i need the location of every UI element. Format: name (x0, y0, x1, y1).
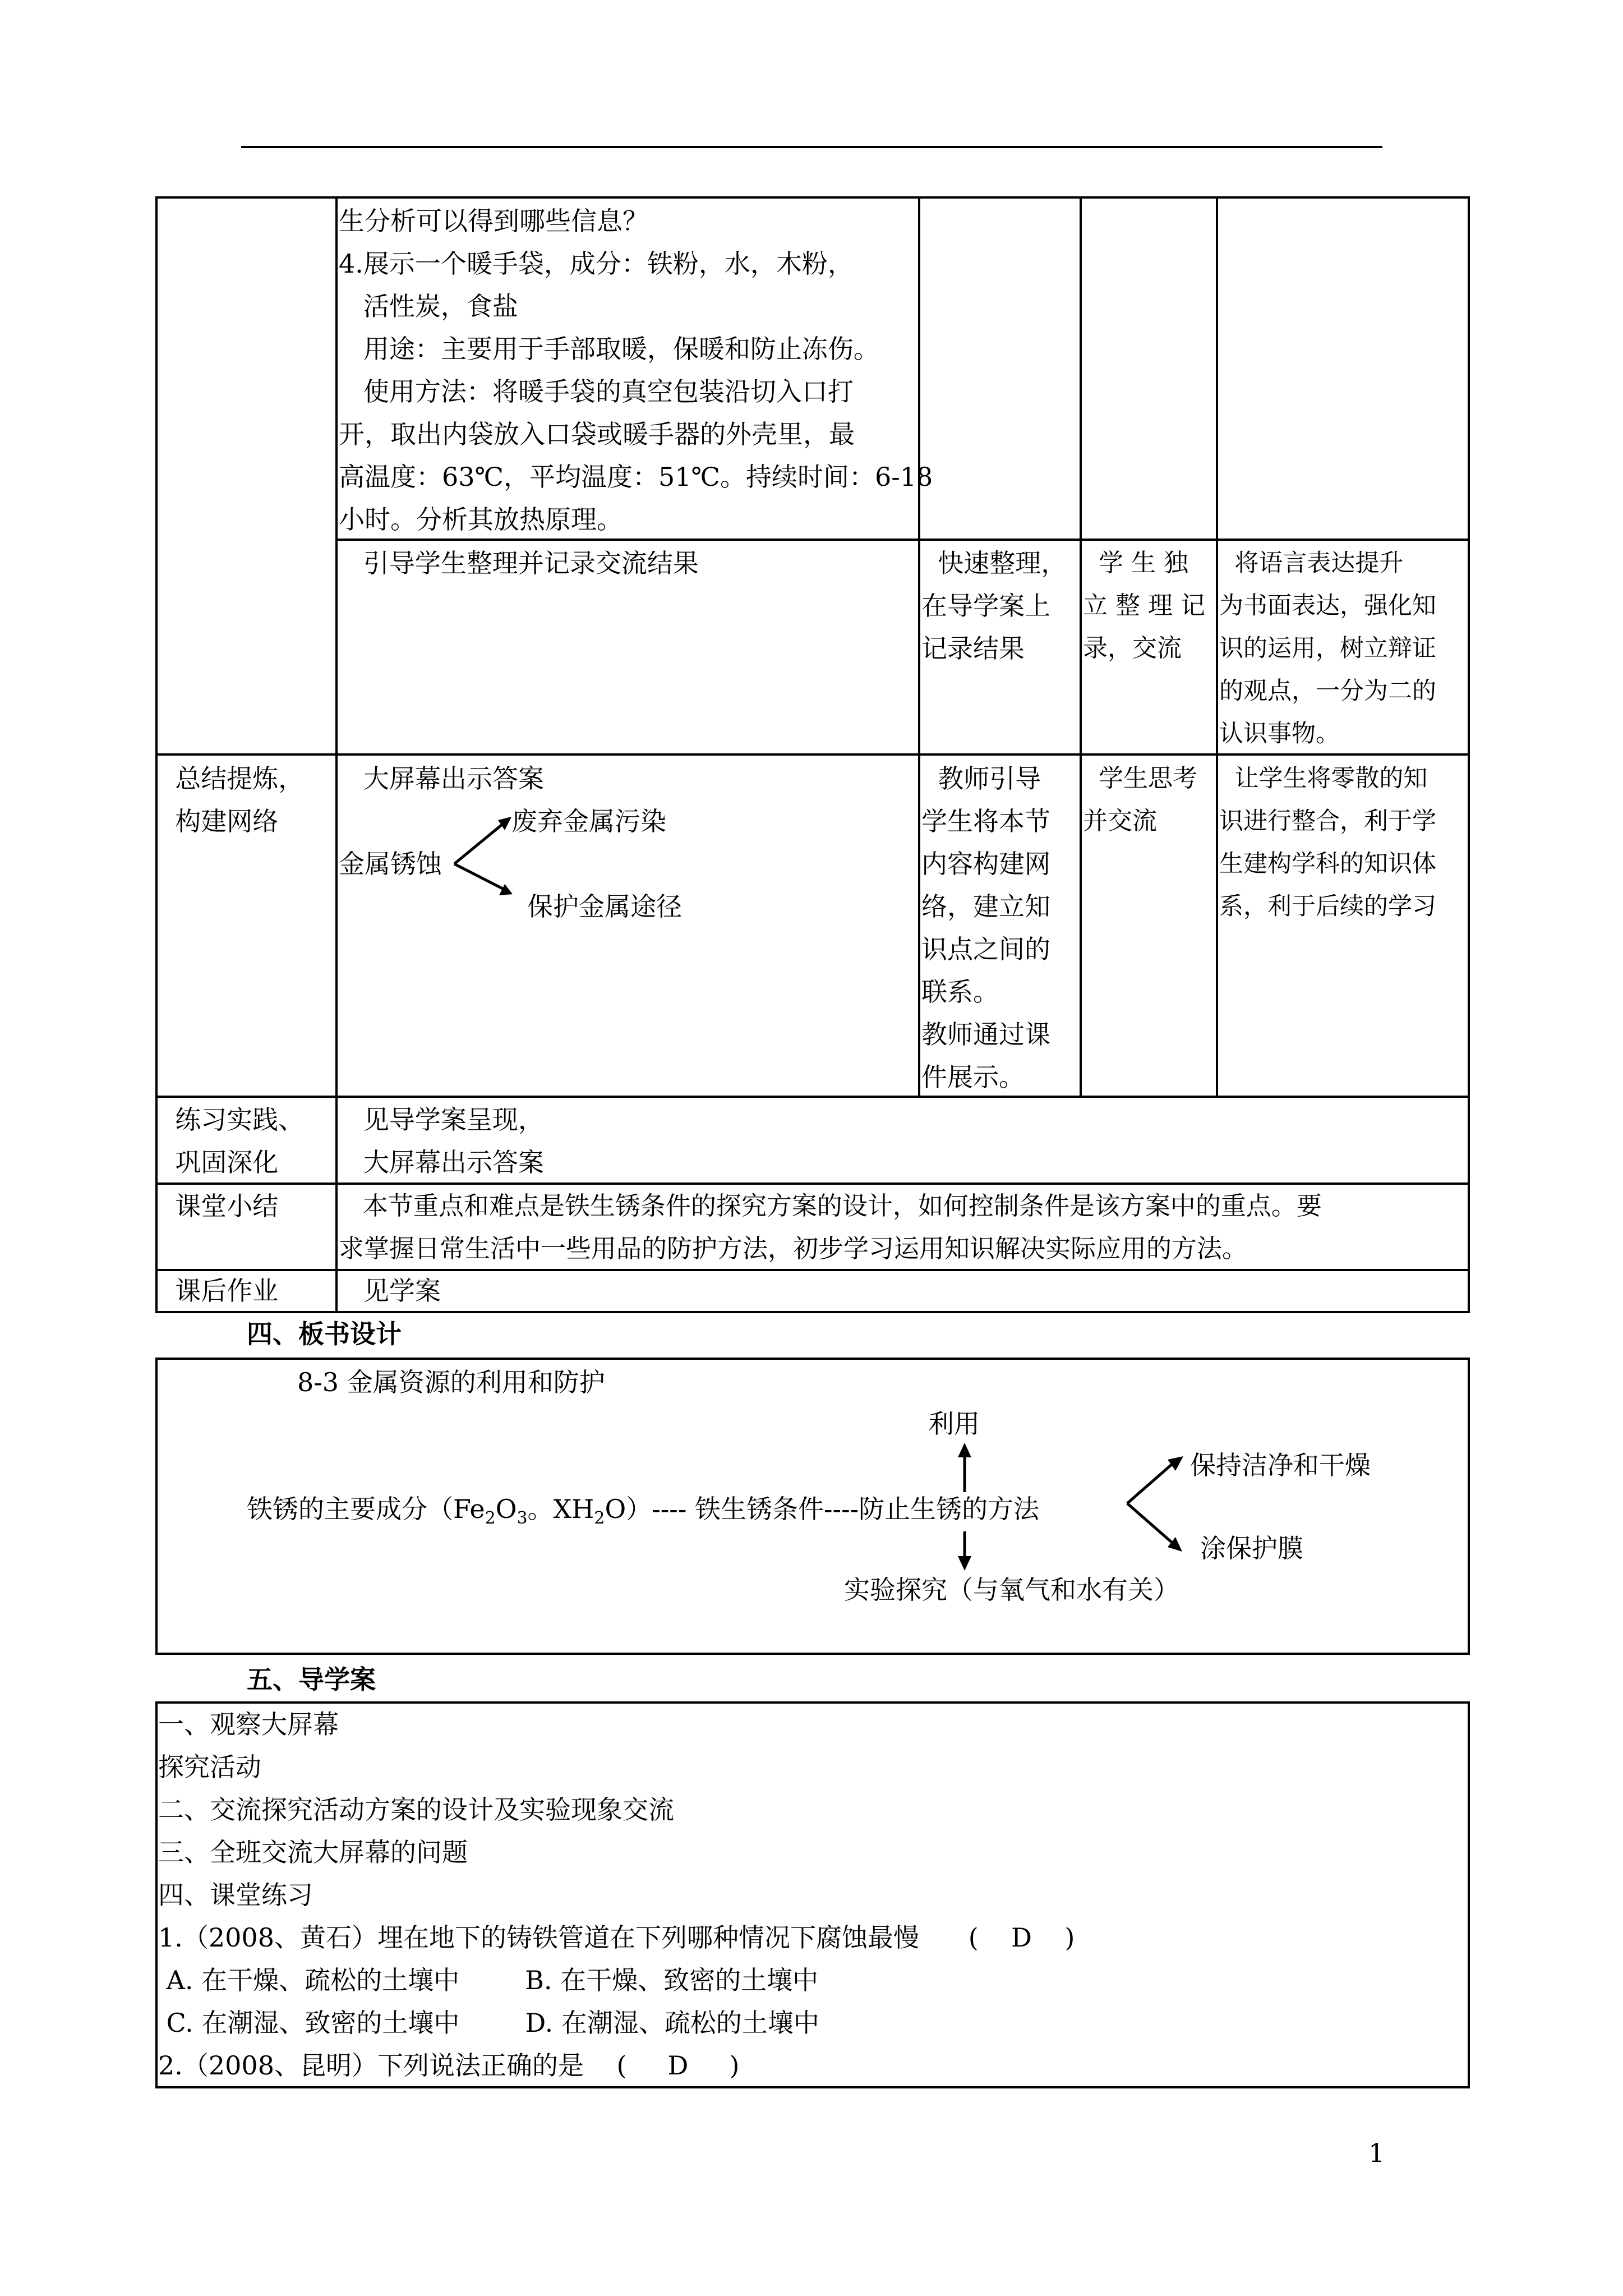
study-line: 二、交流探究活动方案的设计及实验现象交流 (158, 1795, 674, 1825)
row4-content-line: 大屏幕出示答案 (339, 1147, 544, 1177)
board-down-label: 实验探究（与氧气和水有关） (844, 1575, 1179, 1605)
table-border (155, 196, 1470, 199)
section4-heading: 四、板书设计 (247, 1319, 402, 1349)
diagram-root: 金属锈蚀 (339, 849, 442, 879)
row3-intent-line: 识进行整合，利于学 (1219, 807, 1436, 835)
row2-teacher-line: 快速整理， (921, 548, 1067, 578)
row1-activity-line: 高温度：63℃，平均温度：51℃。持续时间：6-18 (339, 462, 933, 492)
table-border (1080, 196, 1082, 1098)
row6-stage: 课后作业 (159, 1276, 279, 1306)
row5-content-line: 本节重点和难点是铁生锈条件的探究方案的设计，如何控制条件是该方案中的重点。要 (339, 1191, 1322, 1221)
row3-intent-line: 系，利于后续的学习 (1219, 892, 1436, 921)
row2-activity: 引导学生整理并记录交流结果 (339, 548, 699, 578)
row3-teacher-line: 教师引导 (921, 763, 1041, 794)
row3-student-line: 并交流 (1083, 807, 1157, 835)
row2-intent-line: 为书面表达，强化知 (1219, 592, 1436, 620)
row3-stage-line: 总结提炼， (159, 763, 305, 794)
study-line: 探究活动 (158, 1752, 261, 1782)
diagram-arrows (449, 808, 527, 903)
row3-student-line: 学生思考 (1083, 764, 1197, 793)
table-border (1216, 196, 1218, 1098)
table-border (155, 196, 158, 1313)
study-line: A. 在干燥、疏松的土壤中 B. 在干燥、致密的土壤中 (158, 1965, 819, 1995)
study-line: 2.（2008、昆明）下列说法正确的是 ( D ) (158, 2050, 740, 2081)
row3-teacher-line: 学生将本节 (921, 806, 1050, 836)
row1-activity-line: 开，取出内袋放入口袋或暖手器的外壳里，最 (339, 419, 855, 449)
row1-activity-line: 4.展示一个暖手袋，成分：铁粉，水，木粉， (339, 249, 854, 279)
table-border (918, 196, 920, 1098)
table-border (1468, 196, 1470, 1313)
row3-intent-line: 生建构学科的知识体 (1219, 850, 1436, 878)
diagram-branch-bottom: 保护金属途径 (527, 891, 682, 922)
table-border (155, 1096, 1470, 1098)
row2-intent-line: 识的运用，树立辩证 (1219, 634, 1436, 662)
board-up-label: 利用 (928, 1409, 980, 1439)
row3-teacher-line: 联系。 (921, 977, 999, 1007)
page-number: 1 (1368, 2138, 1385, 2168)
table-border (335, 196, 338, 1313)
study-line: C. 在潮湿、致密的土壤中 D. 在潮湿、疏松的土壤中 (158, 2008, 819, 2038)
row2-teacher-line: 记录结果 (921, 633, 1025, 664)
row2-intent-line: 认识事物。 (1219, 720, 1340, 748)
row5-content-line: 求掌握日常生活中一些用品的防护方法，初步学习运用知识解决实际应用的方法。 (339, 1234, 1248, 1263)
study-line: 1.（2008、黄石）埋在地下的铸铁管道在下列哪种情况下腐蚀最慢 ( D ) (158, 1922, 1075, 1953)
row1-activity-line: 活性炭，食盐 (339, 291, 518, 321)
row1-activity-line: 生分析可以得到哪些信息？ (339, 206, 648, 236)
study-line: 一、观察大屏幕 (158, 1709, 339, 1740)
row2-intent-line: 将语言表达提升 (1219, 549, 1404, 577)
row4-stage-line: 练习实践、 (159, 1105, 305, 1135)
board-main-line: 铁锈的主要成分（$Fe_2O_3$。$XH_2O)----$ 铁生锈条件----防止生锈的方法 (247, 1494, 1040, 1529)
row2-student-line: 立 整 理 记 (1083, 591, 1205, 620)
row2-intent-line: 的观点，一分为二的 (1219, 677, 1436, 705)
row3-teacher-line: 件展示。 (921, 1062, 1025, 1092)
board-right-bottom: 涂保护膜 (1200, 1533, 1303, 1563)
row3-teacher-line: 络，建立知 (921, 891, 1050, 922)
row3-stage-line: 构建网络 (159, 806, 279, 836)
row5-stage: 课堂小结 (159, 1191, 279, 1221)
row4-stage-line: 巩固深化 (159, 1147, 279, 1177)
row2-teacher-line: 在导学案上 (921, 591, 1050, 621)
row6-content: 见学案 (339, 1276, 441, 1306)
row3-teacher-line: 识点之间的 (921, 934, 1050, 964)
study-line: 四、课堂练习 (158, 1880, 313, 1910)
diagram-branch-top: 废弃金属污染 (511, 806, 666, 836)
row3-teacher-line: 教师通过课 (921, 1019, 1050, 1050)
row2-student-line: 录，交流 (1083, 634, 1182, 662)
board-arrows (925, 1436, 1239, 1582)
board-right-top: 保持洁净和干燥 (1190, 1450, 1371, 1480)
row1-activity-line: 小时。分析其放热原理。 (339, 504, 623, 535)
row3-intent-line: 让学生将零散的知 (1219, 765, 1428, 793)
section5-heading: 五、导学案 (247, 1664, 376, 1695)
board-title: 8-3 金属资源的利用和防护 (297, 1367, 605, 1397)
row4-content-line: 见导学案呈现， (339, 1105, 544, 1135)
row3-teacher-line: 内容构建网 (921, 849, 1050, 879)
row3-activity: 大屏幕出示答案 (339, 763, 544, 794)
header-rule (241, 146, 1382, 148)
row2-student-line: 学 生 独 (1083, 549, 1188, 577)
row1-activity-line: 使用方法：将暖手袋的真空包装沿切入口打 (339, 376, 854, 407)
study-line: 三、全班交流大屏幕的问题 (158, 1837, 468, 1867)
row1-activity-line: 用途：主要用于手部取暖，保暖和防止冻伤。 (339, 334, 879, 364)
